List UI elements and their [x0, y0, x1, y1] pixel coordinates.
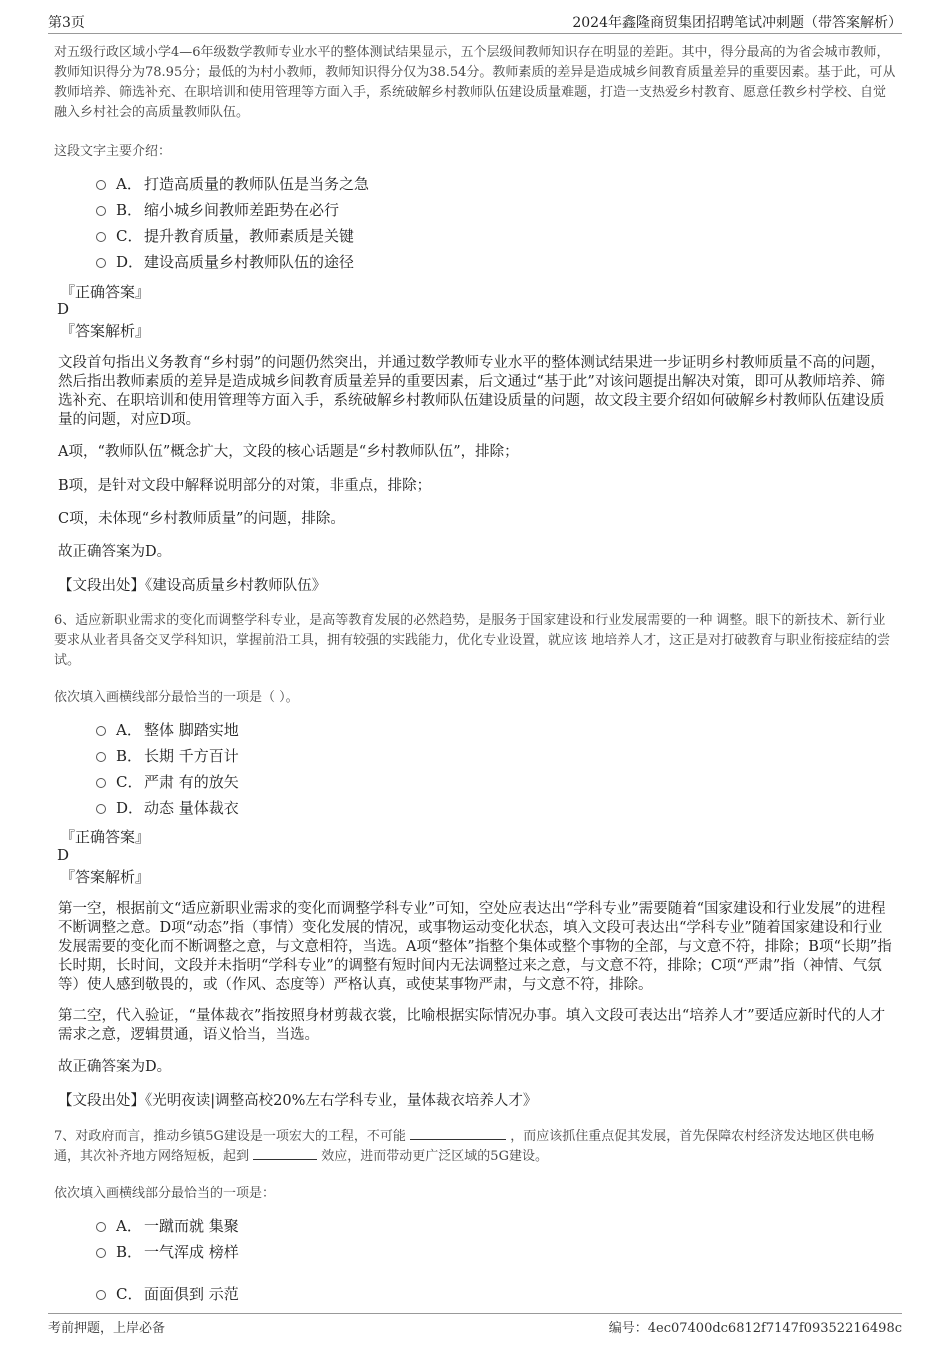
q7-option-c[interactable]: [96, 1282, 239, 1304]
q5-option-c[interactable]: [96, 224, 354, 246]
option-text: 动态 量体裁衣: [144, 798, 239, 817]
option-letter: A．: [116, 720, 142, 739]
q6-option-d[interactable]: [96, 796, 239, 818]
radio-icon[interactable]: [96, 258, 106, 268]
option-letter: C．: [116, 772, 143, 791]
q6-option-c[interactable]: [96, 770, 239, 792]
q6-passage: 6、适应新职业需求的变化而调整学科专业，是高等教育发展的必然趋势，是服务于国家建设和行业发展需要的一种 调整。眼下的新技术、新行业要求从业者具备交叉学科知识，掌握前沿工具，拥有较强的实践能力，优化专业设置，就应该 地培养人才，这正是对打破教育与职业衔接症结的尝试。: [54, 613, 891, 668]
q6-analysis-second: 第二空，代入验证，“量体裁衣”指按照身材剪裁衣裳，比喻根据实际情况办事。填入文段可表达出“培养人才”要适应新时代的人才需求之意，逻辑贯通，语义恰当，当选。: [58, 1008, 886, 1043]
q7-passage-part-2: ，而应该抓住重点促其发展，首先保障农村经济发达地区供电畅通，其次补齐地方网络短板，起到: [54, 1129, 875, 1164]
option-text: 长期 千方百计: [144, 746, 239, 765]
footer-divider: [48, 1313, 902, 1314]
q5-analysis-main: 文段首句指出义务教育“乡村弱”的问题仍然突出，并通过数学教师专业水平的整体测试结果进一步证明乡村教师质量不高的问题，然后指出教师素质的差异是造成城乡间教育质量差异的重要因素，后文通过“基于此”对该问题提出解决对策，即可从教师培养、筛选补充、在职培训和使用管理等方面入手，系统破解乡村教师队伍建设质量的问题，故文段主要介绍如何破解乡村教师队伍建设质量的问题，对应D项。: [58, 355, 885, 428]
option-text: 打造高质量的教师队伍是当务之急: [144, 174, 370, 193]
q5-conclusion: 故正确答案为D。: [58, 544, 172, 560]
q7-blank-1[interactable]: [410, 1127, 506, 1140]
radio-icon[interactable]: [96, 1290, 106, 1300]
q5-option-d[interactable]: [96, 250, 354, 272]
page-header: [0, 0, 950, 36]
option-letter: A．: [116, 174, 142, 193]
q7-passage-part-1: 7、对政府而言，推动乡镇5G建设是一项宏大的工程，不可能: [54, 1129, 406, 1144]
radio-icon[interactable]: [96, 778, 106, 788]
option-letter: B．: [116, 200, 143, 219]
q5-analysis-b: B项，是针对文段中解释说明部分的对策，非重点，排除；: [58, 478, 432, 494]
q6-option-a[interactable]: [96, 718, 239, 740]
option-letter: B．: [116, 746, 143, 765]
q7-option-a[interactable]: [96, 1214, 239, 1236]
q6-answer: D: [57, 846, 70, 864]
footer-slogan: 考前押题，上岸必备: [48, 1321, 166, 1336]
option-text: 一蹴而就 集聚: [144, 1216, 239, 1235]
radio-icon[interactable]: [96, 726, 106, 736]
option-letter: C．: [116, 1284, 143, 1303]
q6-source: 【文段出处】《光明夜读|调整高校20%左右学科专业，量体裁衣培养人才》: [58, 1093, 538, 1109]
radio-icon[interactable]: [96, 232, 106, 242]
radio-icon[interactable]: [96, 752, 106, 762]
option-text: 提升教育质量，教师素质是关键: [144, 226, 355, 245]
option-text: 建设高质量乡村教师队伍的途径: [144, 252, 355, 271]
q6-answer-label: 『正确答案』: [60, 828, 151, 846]
option-letter: D．: [116, 252, 144, 271]
option-text: 面面俱到 示范: [144, 1284, 239, 1303]
option-text: 缩小城乡间教师差距势在必行: [144, 200, 340, 219]
radio-icon[interactable]: [96, 1222, 106, 1232]
header-divider: [48, 33, 902, 34]
q5-prompt: 这段文字主要介绍：: [54, 144, 172, 159]
q5-option-a[interactable]: [96, 172, 369, 194]
q6-analysis-label: 『答案解析』: [60, 868, 151, 886]
q5-analysis-label: 『答案解析』: [60, 322, 151, 340]
document-code: 编号：4ec07400dc6812f7147f09352216498c: [608, 1321, 902, 1336]
q5-option-b[interactable]: [96, 198, 339, 220]
q7-passage: [54, 1127, 896, 1167]
option-text: 严肃 有的放矢: [144, 772, 239, 791]
q6-analysis-first: 第一空，根据前文“适应新职业需求的变化而调整学科专业”可知，空处应表达出“学科专业”需要随着“国家建设和行业发展”的进程不断调整之意。D项“动态”指（事情）变化发展的情况，或事物运动变化状态，填入文段可表达出“学科专业”随着国家建设和行业发展需要的变化而不断调整之意，与文意相符，当选。A项“整体”指整个集体或整个事物的全部，与文意不符，排除；B项“长期”指长时期，长时间，文段并未指明“学科专业”的调整有短时间内无法调整过来之意，与文意不符，排除；C项“严肃”指（神情、气氛等）使人感到敬畏的，或（作风、态度等）严格认真，或使某事物严肃，与文意不符，排除。: [58, 901, 892, 993]
option-letter: A．: [116, 1216, 142, 1235]
radio-icon[interactable]: [96, 206, 106, 216]
q7-option-b[interactable]: [96, 1240, 239, 1262]
page-footer: [0, 1308, 950, 1345]
radio-icon[interactable]: [96, 180, 106, 190]
option-letter: B．: [116, 1242, 143, 1261]
q6-prompt: 依次填入画横线部分最恰当的一项是（ ）。: [54, 690, 299, 705]
q6-option-b[interactable]: [96, 744, 239, 766]
option-letter: D．: [116, 798, 144, 817]
q5-passage: 对五级行政区域小学4—6年级数学教师专业水平的整体测试结果显示，五个层级间教师知识存在明显的差距。其中，得分最高的为省会城市教师，教师知识得分为78.95分；最低的为村小教师，教师知识得分仅为38.54分。教师素质的差异是造成城乡间教育质量差异的重要因素。基于此，可从教师培养、筛选补充、在职培训和使用管理等方面入手，系统破解乡村教师队伍建设质量难题，打造一支热爱乡村教育、愿意任教乡村学校、自觉融入乡村社会的高质量教师队伍。: [54, 45, 896, 120]
page-number: 第3页: [48, 15, 85, 31]
q7-passage-part-3: 效应，进而带动更广泛区域的5G建设。: [321, 1149, 548, 1164]
q7-prompt: 依次填入画横线部分最恰当的一项是：: [54, 1186, 276, 1201]
q5-answer: D: [57, 300, 70, 318]
option-text: 整体 脚踏实地: [144, 720, 239, 739]
q5-analysis-a: A项，“教师队伍”概念扩大，文段的核心话题是“乡村教师队伍”，排除；: [58, 444, 519, 460]
radio-icon[interactable]: [96, 804, 106, 814]
q6-conclusion: 故正确答案为D。: [58, 1059, 172, 1075]
radio-icon[interactable]: [96, 1248, 106, 1258]
document-title: 2024年鑫隆商贸集团招聘笔试冲刺题（带答案解析）: [572, 15, 902, 31]
q7-blank-2[interactable]: [253, 1147, 317, 1160]
q5-source: 【文段出处】《建设高质量乡村教师队伍》: [58, 578, 327, 594]
q5-answer-label: 『正确答案』: [60, 283, 151, 301]
option-text: 一气浑成 榜样: [144, 1242, 239, 1261]
option-letter: C．: [116, 226, 143, 245]
q5-analysis-c: C项，未体现“乡村教师质量”的问题，排除。: [58, 511, 345, 527]
